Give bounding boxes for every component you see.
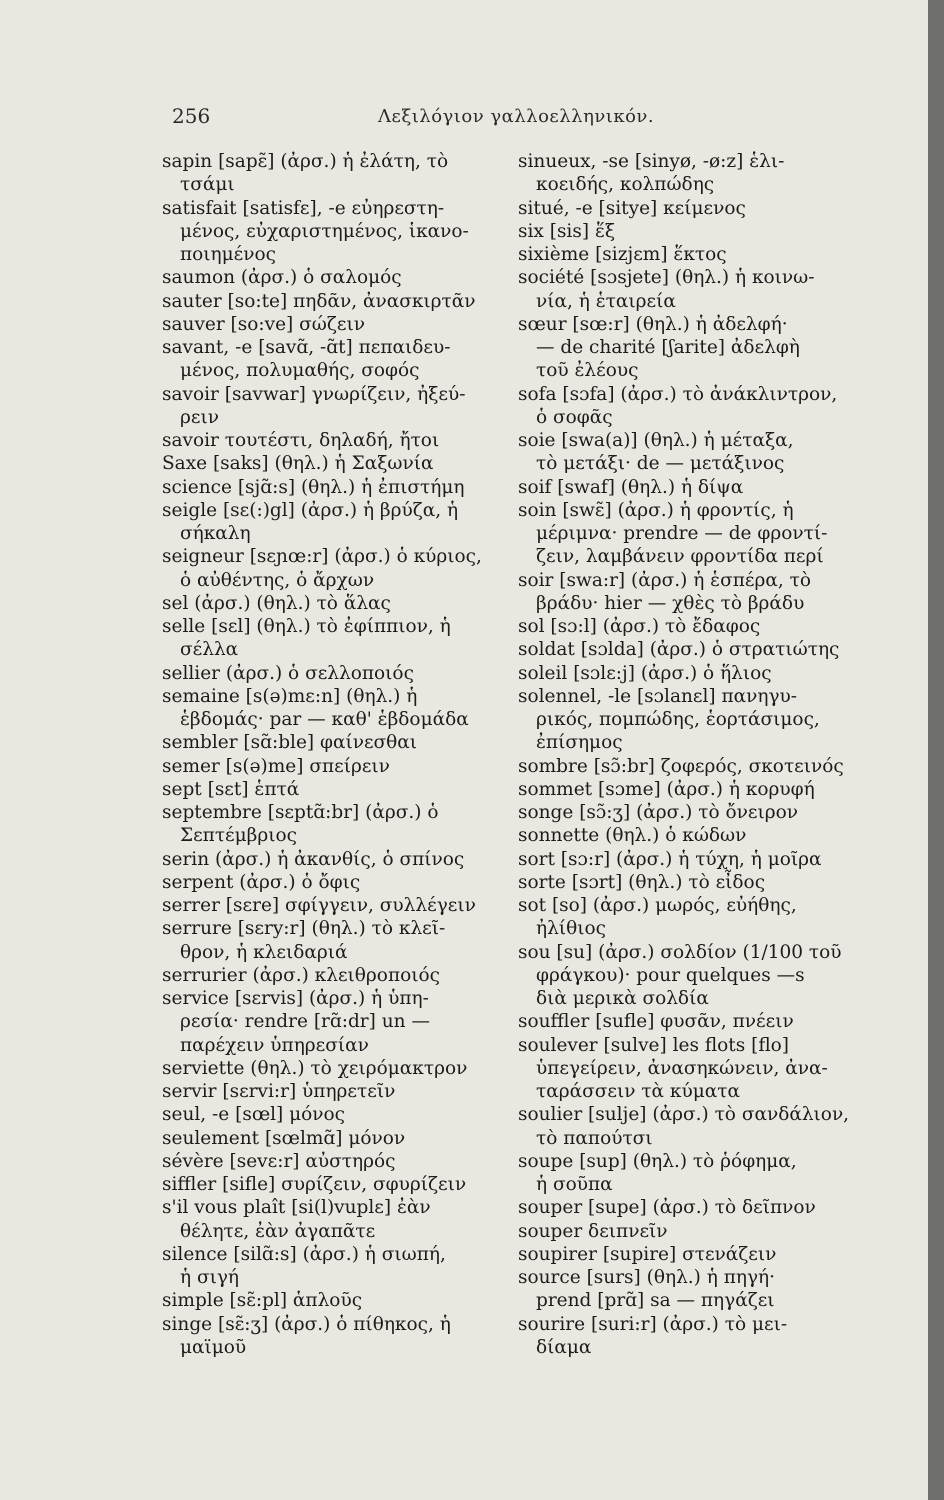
dictionary-line: selle [sɛl] (θηλ.) τὸ ἐφίππιον, ἡ bbox=[162, 616, 451, 637]
book-spine-edge bbox=[928, 0, 944, 1500]
dictionary-line: savoir [savwar] γνωρίζειν, ἠξεύ- bbox=[162, 383, 466, 405]
dictionary-line: situé, -e [sitye] κείμενος bbox=[518, 197, 746, 219]
dictionary-line: sol [sɔ:l] (ἀρσ.) τὸ ἔδαφος bbox=[518, 616, 761, 637]
dictionary-line: βράδυ· hier — χθὲς τὸ βράδυ bbox=[536, 592, 805, 614]
dictionary-line: ρειν bbox=[180, 406, 219, 428]
dictionary-line: soin [swɛ̃] (ἀρσ.) ἡ φροντίς, ἡ bbox=[518, 499, 794, 521]
dictionary-line: semer [s(ə)me] σπείρειν bbox=[162, 755, 390, 777]
dictionary-line: δίαμα bbox=[536, 1336, 592, 1358]
dictionary-line: seigle [sɛ(:)gl] (ἀρσ.) ἡ βρύζα, ἡ bbox=[162, 499, 459, 521]
dictionary-line: ρεσία· rendre [rɑ̃:dr] un — bbox=[180, 1011, 430, 1033]
dictionary-line: soupirer [supire] στενάζειν bbox=[518, 1243, 777, 1265]
dictionary-line: sept [sɛt] ἑπτά bbox=[162, 778, 300, 800]
dictionary-line: τὸ παπούτσι bbox=[536, 1127, 653, 1149]
dictionary-line: science [sjɑ̃:s] (θηλ.) ἡ ἐπιστήμη bbox=[162, 476, 465, 498]
dictionary-line: solennel, -le [sɔlanɛl] πανηγυ- bbox=[518, 685, 798, 707]
dictionary-line: sauter [so:te] πηδᾶν, ἀνασκιρτᾶν bbox=[162, 290, 476, 312]
dictionary-line: singe [sɛ̃:ʒ] (ἀρσ.) ὁ πίθηκος, ἡ bbox=[162, 1313, 451, 1335]
dictionary-line: ποιημένος bbox=[180, 244, 276, 265]
dictionary-line: ἡ σιγή bbox=[180, 1267, 239, 1288]
dictionary-line: sembler [sɑ̃:ble] φαίνεσθαι bbox=[162, 732, 418, 754]
dictionary-line: prend [prɑ̃] sa — πηγάζει bbox=[536, 1290, 775, 1312]
dictionary-line: sommet [sɔme] (ἀρσ.) ἡ κορυφή bbox=[518, 778, 815, 800]
page-number: 256 bbox=[172, 104, 211, 128]
dictionary-line: Σεπτέμβριος bbox=[180, 825, 297, 847]
dictionary-line: savoir τουτέστι, δηλαδή, ἤτοι bbox=[162, 430, 440, 451]
dictionary-line: διὰ μερικὰ σολδία bbox=[536, 988, 709, 1009]
dictionary-line: sévère [sevɛ:r] αὐστηρός bbox=[162, 1150, 396, 1172]
dictionary-line: souper δειπνεῖν bbox=[518, 1220, 668, 1242]
dictionary-line: semaine [s(ə)mɛ:n] (θηλ.) ἡ bbox=[162, 685, 418, 707]
dictionary-line: soie [swa(a)] (θηλ.) ἡ μέταξα, bbox=[518, 430, 794, 451]
dictionary-line: septembre [sɛptɑ̃:br] (ἀρσ.) ὁ bbox=[162, 802, 439, 823]
dictionary-line: Saxe [saks] (θηλ.) ἡ Σαξωνία bbox=[162, 453, 434, 475]
dictionary-line: σέλλα bbox=[180, 639, 239, 661]
dictionary-line: serrure [sɛry:r] (θηλ.) τὸ κλεῖ- bbox=[162, 918, 446, 940]
dictionary-line: sixième [sizjɛm] ἕκτος bbox=[518, 244, 727, 265]
dictionary-line: serrer [sɛre] σφίγγειν, συλλέγειν bbox=[162, 895, 476, 916]
dictionary-line: ταράσσειν τὰ κύματα bbox=[536, 1081, 740, 1102]
dictionary-line: — de charité [ʃarite] ἀδελφὴ bbox=[536, 337, 800, 358]
dictionary-line: sou [su] (ἀρσ.) σολδίον (1/100 τοῦ bbox=[518, 941, 842, 963]
dictionary-line: savant, -e [savɑ̃, -ɑ̃t] πεπαιδευ- bbox=[162, 337, 451, 358]
dictionary-line: seulement [sœlmɑ̃] μόνον bbox=[162, 1127, 406, 1149]
dictionary-line: φράγκου)· pour quelques —s bbox=[536, 964, 805, 986]
dictionary-line: serin (ἀρσ.) ἡ ἀκανθίς, ὁ σπίνος bbox=[162, 848, 465, 870]
dictionary-line: sapin [sapɛ̃] (ἀρσ.) ἡ ἐλάτη, τὸ bbox=[162, 151, 449, 172]
dictionary-line: seigneur [sɛɲœ:r] (ἀρσ.) ὁ κύριος, bbox=[162, 546, 482, 568]
dictionary-line: τσάμι bbox=[180, 174, 235, 196]
dictionary-line: sauver [so:ve] σώζειν bbox=[162, 313, 365, 335]
dictionary-line: μένος, πολυμαθής, σοφός bbox=[180, 360, 420, 382]
dictionary-line: silence [silɑ̃:s] (ἀρσ.) ἡ σιωπή, bbox=[162, 1243, 446, 1265]
dictionary-line: τὸ μετάξι· de — μετάξινος bbox=[536, 453, 785, 475]
dictionary-line: saumon (ἀρσ.) ὁ σαλομός bbox=[162, 267, 402, 289]
dictionary-line: soldat [sɔlda] (ἀρσ.) ὁ στρατιώτης bbox=[518, 639, 840, 661]
dictionary-line: ὁ αὐθέντης, ὁ ἄρχων bbox=[180, 569, 375, 591]
dictionary-line: ἐπίσημος bbox=[536, 732, 623, 754]
dictionary-line: sofa [sɔfa] (ἀρσ.) τὸ ἀνάκλιντρον, bbox=[518, 383, 838, 405]
dictionary-line: ἠλίθιος bbox=[536, 918, 606, 940]
dictionary-line: ζειν, λαμβάνειν φροντίδα περί bbox=[536, 546, 824, 568]
dictionary-line: simple [sɛ̃:pl] ἁπλοῦς bbox=[162, 1290, 363, 1312]
dictionary-line: νία, ἡ ἑταιρεία bbox=[536, 290, 676, 312]
dictionary-line: songe [sɔ̃:ʒ] (ἀρσ.) τὸ ὄνειρον bbox=[518, 802, 798, 823]
dictionary-line: société [sɔsjete] (θηλ.) ἡ κοινω- bbox=[518, 267, 815, 289]
dictionary-line: ρικός, πομπώδης, ἑορτάσιμος, bbox=[536, 709, 820, 730]
left-column bbox=[162, 150, 498, 1359]
dictionary-line: sot [so] (ἀρσ.) μωρός, εὐήθης, bbox=[518, 895, 797, 916]
dictionary-line: seul, -e [sœl] μόνος bbox=[162, 1104, 346, 1126]
page-header bbox=[0, 104, 928, 134]
dictionary-line: sort [sɔ:r] (ἀρσ.) ἡ τύχη, ἡ μοῖρα bbox=[518, 848, 822, 870]
dictionary-line: ἑβδομάς· par — καθ' ἑβδομάδα bbox=[180, 709, 469, 730]
dictionary-line: θρον, ἡ κλειδαριά bbox=[180, 941, 348, 963]
dictionary-line: sellier (ἀρσ.) ὁ σελλοποιός bbox=[162, 662, 414, 684]
dictionary-line: servir [sɛrvi:r] ὑπηρετεῖν bbox=[162, 1081, 396, 1102]
dictionary-line: siffler [sifle] συρίζειν, σφυρίζειν bbox=[162, 1174, 467, 1195]
dictionary-line: sonnette (θηλ.) ὁ κώδων bbox=[518, 825, 747, 847]
dictionary-line: ἡ σοῦπα bbox=[536, 1174, 613, 1195]
dictionary-line: serviette (θηλ.) τὸ χειρόμακτρον bbox=[162, 1057, 468, 1079]
dictionary-line: soleil [sɔlɛ:j] (ἀρσ.) ὁ ἥλιος bbox=[518, 662, 772, 684]
dictionary-line: soif [swaf] (θηλ.) ἡ δίψα bbox=[518, 476, 744, 498]
dictionary-line: sorte [sɔrt] (θηλ.) τὸ εἶδος bbox=[518, 871, 766, 893]
dictionary-line: μέριμνα· prendre — de φροντί- bbox=[536, 523, 828, 544]
dictionary-line: παρέχειν ὑπηρεσίαν bbox=[180, 1034, 369, 1056]
dictionary-line: six [sis] ἕξ bbox=[518, 220, 616, 242]
dictionary-line: soupe [sup] (θηλ.) τὸ ῥόφημα, bbox=[518, 1150, 797, 1172]
dictionary-line: μένος, εὐχαριστημένος, ἱκανο- bbox=[180, 220, 469, 242]
dictionary-line: σήκαλη bbox=[180, 523, 251, 544]
dictionary-line: ὑπεγείρειν, ἀνασηκώνειν, ἀνα- bbox=[536, 1057, 828, 1079]
dictionary-line: serpent (ἀρσ.) ὁ ὄφις bbox=[162, 871, 361, 893]
dictionary-line: κοειδής, κολπώδης bbox=[536, 174, 715, 196]
dictionary-line: ὁ σοφᾶς bbox=[536, 406, 613, 428]
dictionary-line: μαϊμοῦ bbox=[180, 1336, 247, 1358]
dictionary-line: souffler [sufle] φυσᾶν, πνέειν bbox=[518, 1011, 794, 1033]
dictionary-line: θέλητε, ἐὰν ἀγαπᾶτε bbox=[180, 1220, 376, 1242]
dictionary-line: soulever [sulve] les flots [flo] bbox=[518, 1034, 790, 1056]
dictionary-line: τοῦ ἐλέους bbox=[536, 360, 639, 382]
dictionary-line: sel (ἀρσ.) (θηλ.) τὸ ἅλας bbox=[162, 592, 391, 614]
dictionary-line: souper [supe] (ἀρσ.) τὸ δεῖπνον bbox=[518, 1197, 816, 1219]
dictionary-line: s'il vous plaît [si(l)vuplɛ] ἐὰν bbox=[162, 1197, 431, 1219]
dictionary-line: service [sɛrvis] (ἀρσ.) ἡ ὑπη- bbox=[162, 988, 429, 1009]
dictionary-line: source [surs] (θηλ.) ἡ πηγή· bbox=[518, 1267, 776, 1288]
running-title: Λεξιλόγιον γαλλοελληνικόν. bbox=[378, 106, 655, 127]
dictionary-line: satisfait [satisfɛ], -e εὐηρεστη- bbox=[162, 197, 445, 219]
dictionary-line: soir [swa:r] (ἀρσ.) ἡ ἑσπέρα, τὸ bbox=[518, 569, 811, 591]
dictionary-line: sourire [suri:r] (ἀρσ.) τὸ μει- bbox=[518, 1313, 788, 1335]
dictionary-line: sombre [sɔ̃:br] ζοφερός, σκοτεινός bbox=[518, 755, 844, 777]
dictionary-line: sœur [sœ:r] (θηλ.) ἡ ἀδελφή· bbox=[518, 313, 788, 335]
right-column bbox=[518, 150, 856, 1359]
dictionary-line: sinueux, -se [sinyø, -ø:z] ἑλι- bbox=[518, 151, 785, 172]
dictionary-line: soulier [sulje] (ἀρσ.) τὸ σανδάλιον, bbox=[518, 1104, 850, 1126]
dictionary-line: serrurier (ἀρσ.) κλειθροποιός bbox=[162, 964, 440, 986]
